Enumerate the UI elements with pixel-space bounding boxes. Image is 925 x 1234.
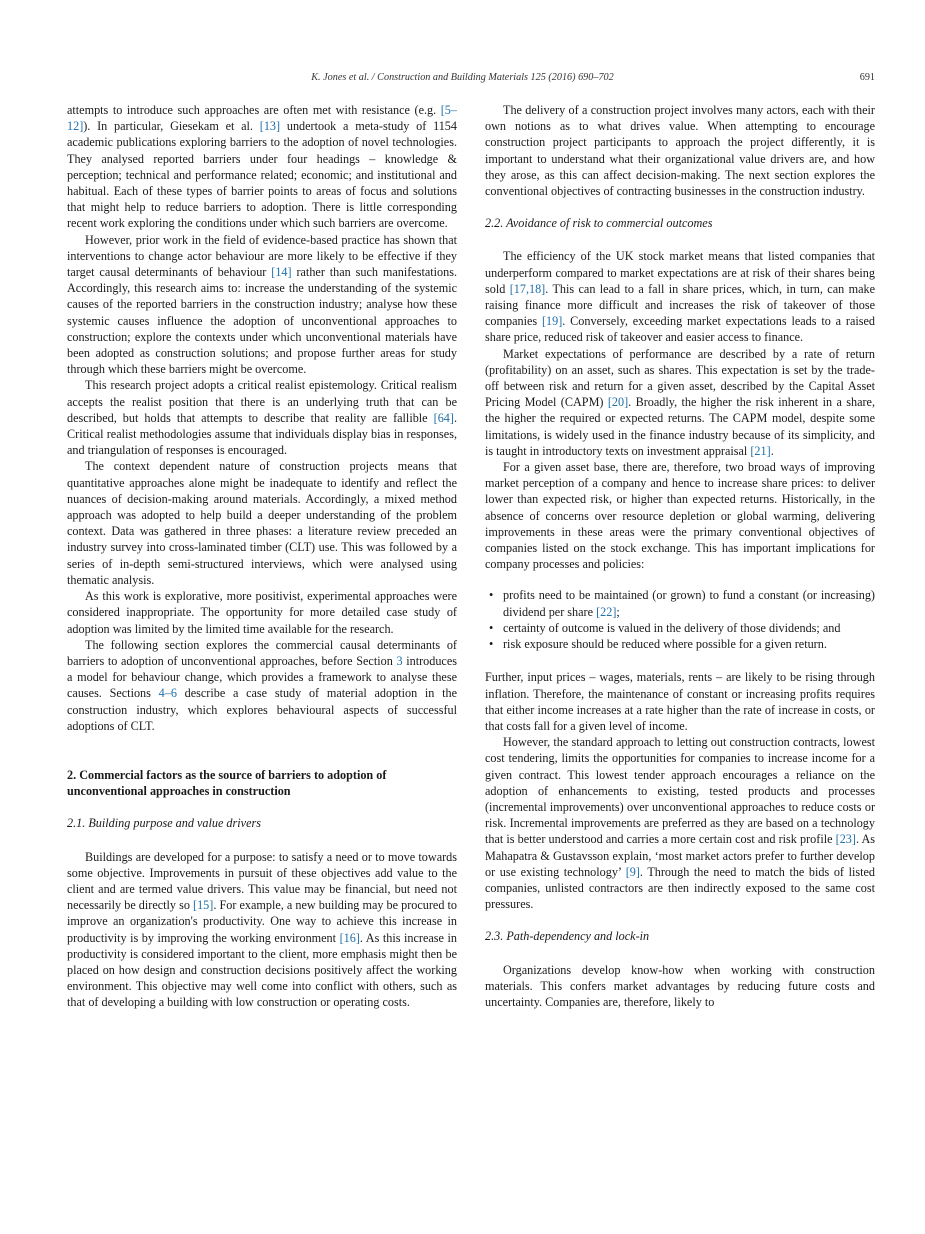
text-run: . As Mahapatra & Gustavsson explain, ‘most market actors prefer to further develop or use existing technology’ bbox=[485, 832, 875, 879]
section-link[interactable]: 3 bbox=[396, 653, 403, 668]
paragraph bbox=[67, 232, 457, 378]
paragraph bbox=[67, 849, 457, 1011]
section-link[interactable]: 4–6 bbox=[158, 686, 177, 701]
running-head bbox=[0, 72, 925, 88]
paragraph bbox=[485, 346, 875, 459]
paragraph bbox=[485, 734, 875, 912]
list-item bbox=[485, 636, 875, 652]
citation-link[interactable]: [23] bbox=[835, 832, 856, 847]
text-run: . Broadly, the higher the risk inherent in a share, the higher the required or expected returns. The CAPM model, despite some limitations, is widely used in the finance industry because of its simplicity, and is taught in introductory texts on investment appraisal bbox=[485, 395, 876, 458]
page-number: 691 bbox=[859, 72, 875, 83]
paragraph: Further, input prices – wages, materials, rents – are likely to be rising through inflation. Therefore, the maintenance of constant or increasing profits requires that either income increases at a rate higher than the rate of increase in costs, or that costs fall for a given level of income. bbox=[485, 670, 875, 733]
citation-link[interactable]: [14] bbox=[271, 265, 292, 280]
text-run: profits need to be maintained (or grown) to fund a constant (or increasing) dividend per share bbox=[503, 588, 875, 619]
paragraph bbox=[67, 102, 457, 232]
subsection-heading: 2.1. Building purpose and value drivers bbox=[67, 816, 261, 831]
text-run: . Through the need to match the bids of listed companies, unlisted contractors are then indirectly exposed to the same cost pressures. bbox=[485, 864, 875, 912]
text-run: However, the standard approach to letting out construction contracts, lowest cost tendering, limits the opportunities for companies to increase income for a given contract. This lowest tender approach encourages a reliance on the adoption of enhancements to existing, tested products and processes (incremental improvements) over unconventional approaches to reduce costs or risk. Incremental improvements are preferred as they are based on a technology that is better understood and carries a more certain cost and risk profile bbox=[485, 735, 875, 847]
right-column bbox=[485, 102, 875, 1010]
text-run: . bbox=[770, 443, 774, 458]
text-run: Market expectations of performance are described by a rate of return (profitability) on an asset, such as shares. This expectation is set by the trade-off between risk and return for a given asset, described by the Capital Asset Pricing Model (CAPM) bbox=[485, 346, 875, 410]
text-run: . Critical realist methodologies assume that individuals display bias in responses, and triangulation of responses is encouraged. bbox=[67, 410, 457, 458]
paragraph: The delivery of a construction project involves many actors, each with their own notions as to what drives value. When attempting to encourage construction project participants to approach the project differently, it is important to understand what their organizational value drivers are, and how they arose, as this can affect decision-making. The next section explores the conventional objectives of contracting businesses in the construction industry. bbox=[485, 103, 875, 199]
text-run: Buildings are developed for a purpose: to satisfy a need or to move towards some objective. Improvements in pursuit of these objectives add value to the client and are termed value drivers. This value may be financial, but need not necessarily be directly so bbox=[67, 849, 457, 913]
text-run: risk exposure should be reduced where possible for a given return. bbox=[503, 637, 827, 652]
text-run: . As this increase in productivity is considered important to the client, more emphasis might then be placed on how design and construction decisions positively affect the working environment. This objective may well come into conflict with others, such as that of developing a building with low construction or operating costs. bbox=[67, 930, 457, 1010]
paragraph bbox=[67, 377, 457, 458]
list-item bbox=[485, 587, 875, 619]
citation-link[interactable]: [17,18] bbox=[509, 281, 546, 296]
subsection-heading: 2.2. Avoidance of risk to commercial outcomes bbox=[485, 216, 713, 231]
citation-link[interactable]: [15] bbox=[193, 898, 214, 913]
text-run: This research project adopts a critical realist epistemology. Critical realism accepts the realist position that there is an underlying truth that can be described, but holds that attempts to describe that reality are fallible bbox=[67, 378, 457, 425]
citation-link[interactable]: [9] bbox=[625, 864, 640, 879]
text-run: . This can lead to a fall in share prices, which, in turn, can make raising finance more difficult and increases the risk of takeover of those companies bbox=[485, 281, 875, 329]
subsection-heading: 2.3. Path-dependency and lock-in bbox=[485, 929, 650, 944]
citation-link[interactable]: [13] bbox=[259, 119, 281, 134]
citation-link[interactable]: [21] bbox=[750, 443, 771, 458]
section-heading: 2. Commercial factors as the source of barriers to adoption of unconventional approaches in construction bbox=[67, 767, 387, 799]
text-run: certainty of outcome is valued in the delivery of those dividends; and bbox=[503, 620, 841, 635]
text-run: introduces a model for behaviour change, which provides a framework to analyse these causes. Sections bbox=[67, 653, 457, 701]
text-run: ). In particular, Giesekam et al. bbox=[83, 119, 260, 134]
paragraph: As this work is explorative, more positivist, experimental approaches were considered inappropriate. The opportunity for more detailed case study of adoption was limited by the limited time available for the research. bbox=[67, 589, 457, 636]
citation-link[interactable]: [5–12] bbox=[67, 103, 457, 134]
paragraph bbox=[485, 248, 875, 345]
citation-link[interactable]: [64] bbox=[433, 410, 454, 425]
citation-link[interactable]: [19] bbox=[541, 314, 563, 329]
list-item bbox=[485, 620, 875, 636]
text-run: . Conversely, exceeding market expectations leads to a raised share price, reduced risk of takeover and easier access to finance. bbox=[485, 314, 875, 345]
paragraph: The context dependent nature of construction projects means that quantitative approaches alone might be inadequate to identify and reflect the nuances of decision-making around materials. Accordingly, a mixed method approach was adopted to help build a deeper understanding of the problem context. Data was gathered in three phases: a literature review preceded an industry survey into cross-laminated timber (CLT) use. This was followed by a series of in-depth semi-structured interviews, which were analysed using thematic analysis. bbox=[67, 459, 457, 587]
text-run: The following section explores the commercial causal determinants of barriers to adoption of unconventional approaches, before Section bbox=[67, 637, 457, 668]
text-run: rather than such manifestations. Accordingly, this research aims to: increase the understanding of the systemic causes of the reported barriers in the construction industry; analyse how these systemic causes influence the adoption of unconventional approaches to construction; explore the contexts under which unconventional materials have been adopted as construction solutions; and propose further areas for study through which these barriers might be overcome. bbox=[67, 265, 457, 377]
text-run: ; bbox=[616, 604, 620, 619]
citation-link[interactable]: [22] bbox=[596, 604, 617, 619]
citation-link[interactable]: [16] bbox=[339, 930, 360, 945]
text-run: attempts to introduce such approaches are often met with resistance (e.g. bbox=[67, 103, 441, 117]
paragraph bbox=[67, 637, 457, 734]
paragraph: Organizations develop know-how when working with construction materials. This confers market advantages by reducing future costs and uncertainty. Companies are, therefore, likely to bbox=[485, 962, 875, 1009]
journal-citation: K. Jones et al. / Construction and Building Materials 125 (2016) 690–702 bbox=[311, 72, 614, 83]
text-run: . For example, a new building may be procured to improve an organization's productivity. One way to achieve this increase in productivity is by improving the working environment bbox=[67, 898, 457, 945]
text-run: However, prior work in the field of evidence-based practice has shown that interventions to change actor behaviour are more likely to be effective if they target causal determinants of behaviour bbox=[67, 232, 457, 280]
text-run: The efficiency of the UK stock market means that listed companies that underperform compared to market expectations are at risk of their shares being sold bbox=[485, 249, 875, 296]
left-column bbox=[67, 102, 457, 1011]
text-run: describe a case study of material adoption in the construction industry, which explores behavioural aspects of successful adoptions of CLT. bbox=[67, 686, 457, 733]
bullet-list bbox=[485, 587, 875, 652]
paragraph: For a given asset base, there are, therefore, two broad ways of improving market perception of a company and hence to increase share prices: to deliver lower than expected risk, or higher than expected returns. Historically, in the absence of concerns over resource depletion or global warming, delivering improvements in these areas were the primary conventional objectives of companies listed on the stock exchange. This has important implications for company processes and policies: bbox=[485, 460, 875, 572]
text-run: undertook a meta-study of 1154 academic publications exploring barriers to the adoption of novel technologies. They analysed reported barriers under four headings – knowledge & perception; technical and performance related; economic; and institutional and habitual. Each of these types of barrier points to areas of focus and solutions that might help to reduce barriers to adoption. There is little corresponding recent work exploring the conditions under which such barriers are overcome. bbox=[67, 119, 457, 231]
citation-link[interactable]: [20] bbox=[607, 395, 629, 410]
